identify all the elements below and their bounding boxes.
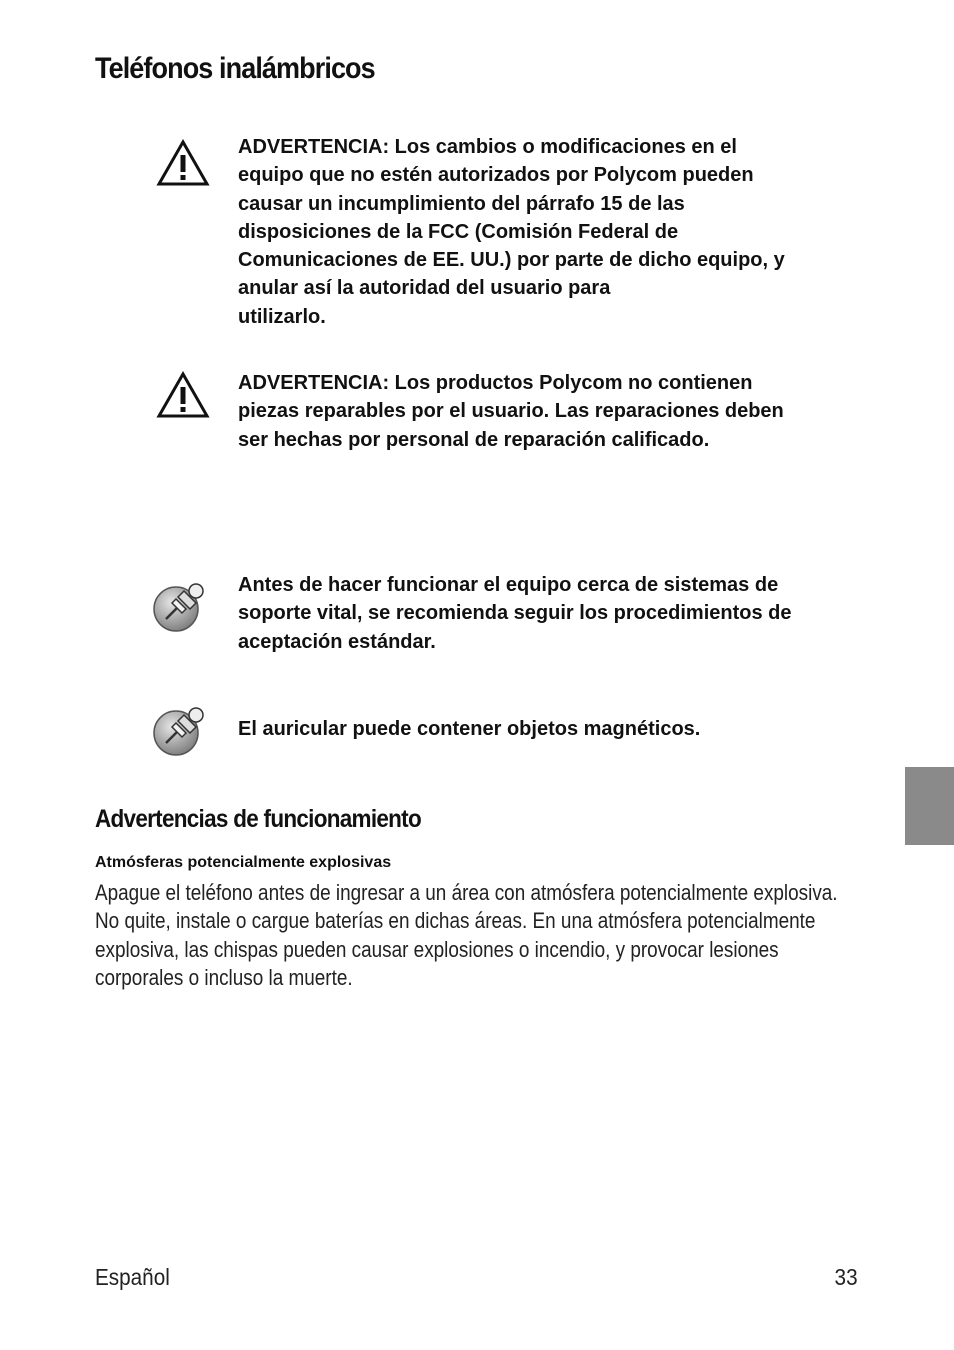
subheading: Atmósferas potencialmente explosivas xyxy=(95,854,392,871)
note-text: Antes de hacer funcionar el equipo cerca de sistemas de soporte vital, se recomienda seguir los procedimientos de aceptación estándar. xyxy=(238,574,792,653)
warning-text: ADVERTENCIA: Los productos Polycom no contienen piezas reparables por el usuario. Las reparaciones deben ser hechas por personal de reparación calificado. xyxy=(238,372,784,451)
side-thumb-tab xyxy=(905,767,954,845)
page-title: Teléfonos inalámbricos xyxy=(95,52,375,85)
warning-triangle-icon xyxy=(156,139,210,192)
section-heading: Advertencias de funcionamiento xyxy=(95,805,421,833)
pushpin-note-icon xyxy=(152,579,208,640)
warning-text: ADVERTENCIA: Los cambios o modificaciones en el equipo que no estén autorizados por Polycom pueden causar un incumplimiento del párrafo 15 de las disposiciones de la FCC (Comisión Federal de Comunicaciones de EE. UU.) por parte de dicho equipo, y anular así la autoridad del usuario para utilizarlo. xyxy=(238,136,785,328)
body-paragraph: Apague el teléfono antes de ingresar a un área con atmósfera potencialmente explosiva. No quite, instale o cargue baterías en dichas áreas. En una atmósfera potencialmente explosiva, las chispas pueden causar explosiones o incendio, y provocar lesiones corporales o incluso la muerte. xyxy=(95,880,838,990)
page-number: 33 xyxy=(834,1264,858,1290)
warning-triangle-icon xyxy=(156,371,210,424)
pushpin-note-icon xyxy=(152,703,208,764)
footer-language: Español xyxy=(95,1264,170,1290)
note-text: El auricular puede contener objetos magnéticos. xyxy=(238,718,701,740)
